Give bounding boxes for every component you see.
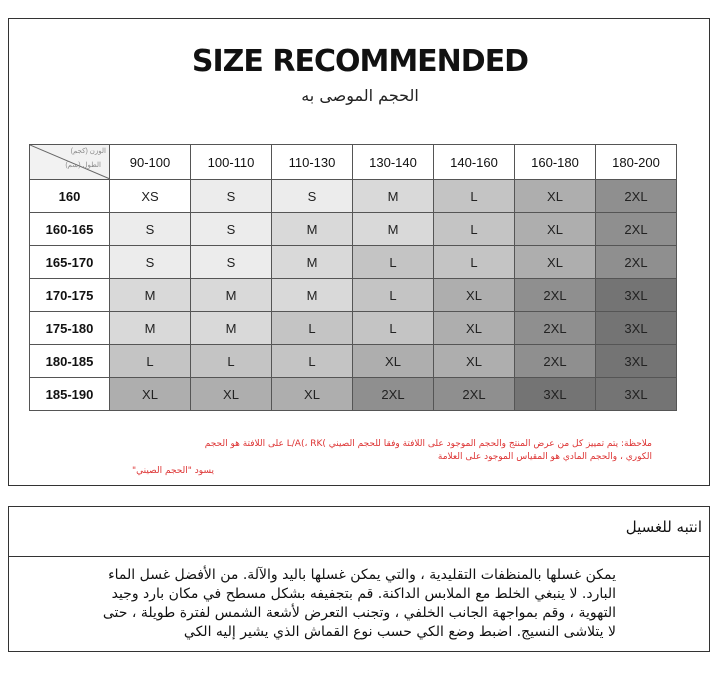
size-cell: 3XL — [596, 345, 677, 378]
size-cell: XL — [515, 180, 596, 213]
size-cell: S — [191, 246, 272, 279]
size-cell: XL — [272, 378, 353, 411]
wash-divider — [8, 556, 710, 557]
size-cell: XL — [434, 312, 515, 345]
table-row — [30, 378, 677, 411]
size-cell: L — [110, 345, 191, 378]
size-cell: L — [353, 246, 434, 279]
size-cell: M — [272, 246, 353, 279]
size-cell: XL — [515, 213, 596, 246]
page-subtitle: الحجم الموصى به — [301, 86, 419, 105]
table-row — [30, 213, 677, 246]
table-row — [30, 180, 677, 213]
height-header: 175-180 — [30, 312, 110, 345]
height-header: 160 — [30, 180, 110, 213]
size-cell: 2XL — [596, 246, 677, 279]
table-row — [30, 246, 677, 279]
height-header: 180-185 — [30, 345, 110, 378]
size-cell: M — [191, 312, 272, 345]
wash-instructions — [14, 566, 616, 642]
size-cell: S — [191, 213, 272, 246]
size-cell: L — [434, 246, 515, 279]
size-cell: L — [272, 312, 353, 345]
size-cell: XL — [434, 345, 515, 378]
size-table — [29, 144, 677, 411]
height-header: 160-165 — [30, 213, 110, 246]
size-cell: M — [353, 180, 434, 213]
size-cell: XS — [110, 180, 191, 213]
size-cell: L — [434, 213, 515, 246]
size-cell: XL — [353, 345, 434, 378]
corner-height-label: الطول (سم) — [65, 162, 101, 169]
table-row — [30, 345, 677, 378]
note-line-2: الكوري ، والحجم المادي هو المقياس الموجود على العلامة — [437, 452, 652, 462]
size-cell: S — [110, 246, 191, 279]
weight-header: 110-130 — [272, 145, 353, 180]
size-cell: 3XL — [596, 279, 677, 312]
size-cell: 2XL — [596, 180, 677, 213]
size-cell: 3XL — [596, 312, 677, 345]
size-cell: XL — [191, 378, 272, 411]
size-cell: L — [353, 312, 434, 345]
size-cell: 2XL — [515, 279, 596, 312]
weight-header: 180-200 — [596, 145, 677, 180]
height-header: 185-190 — [30, 378, 110, 411]
weight-header: 160-180 — [515, 145, 596, 180]
size-cell: M — [110, 312, 191, 345]
size-cell: M — [272, 213, 353, 246]
wash-title: انتبه للغسيل — [625, 518, 702, 536]
weight-header: 100-110 — [191, 145, 272, 180]
weight-header: 90-100 — [110, 145, 191, 180]
size-cell: M — [191, 279, 272, 312]
size-cell: 2XL — [515, 345, 596, 378]
size-cell: L — [353, 279, 434, 312]
size-cell: 2XL — [596, 213, 677, 246]
size-cell: L — [191, 345, 272, 378]
size-cell: 3XL — [515, 378, 596, 411]
wash-line: التهوية ، وقم بمواجهة الجانب الخلفي ، وتجنب التعرض لأشعة الشمس لفترة طويلة ، حتى — [102, 605, 616, 621]
wash-line: لا يتلاشى النسيج. اضبط وضع الكي حسب نوع القماش الذي يشير إليه الكي — [183, 624, 616, 640]
size-cell: 2XL — [434, 378, 515, 411]
height-header: 170-175 — [30, 279, 110, 312]
corner-cell — [30, 145, 110, 180]
size-cell: L — [272, 345, 353, 378]
size-cell: 3XL — [596, 378, 677, 411]
weight-header: 130-140 — [353, 145, 434, 180]
header-row — [30, 145, 677, 180]
table-row — [30, 279, 677, 312]
note-line-1: ملاحظة: يتم تمييز كل من عرض المنتج والحجم الموجود على اللافتة وفقا للحجم الصيني )L/A(، RK على اللافتة هو الحجم — [204, 439, 652, 449]
table-row — [30, 312, 677, 345]
size-cell: XL — [110, 378, 191, 411]
size-cell: M — [353, 213, 434, 246]
size-cell: S — [272, 180, 353, 213]
size-cell: L — [434, 180, 515, 213]
note-line-3: يسود "الحجم الصيني" — [131, 466, 214, 476]
size-cell: XL — [434, 279, 515, 312]
wash-line: يمكن غسلها بالمنظفات التقليدية ، والتي يمكن غسلها باليد والآلة. من الأفضل غسل الماء — [108, 567, 616, 583]
size-cell: M — [110, 279, 191, 312]
size-cell: M — [272, 279, 353, 312]
weight-header: 140-160 — [434, 145, 515, 180]
size-cell: S — [191, 180, 272, 213]
size-cell: S — [110, 213, 191, 246]
size-cell: 2XL — [353, 378, 434, 411]
page-title: SIZE RECOMMENDED — [191, 44, 529, 79]
corner-weight-label: الوزن (كجم) — [70, 148, 106, 155]
height-header: 165-170 — [30, 246, 110, 279]
size-cell: XL — [515, 246, 596, 279]
size-cell: 2XL — [515, 312, 596, 345]
wash-line: البارد. لا ينبغي الخلط مع الملابس الداكنة. قم بتجفيفه بشكل مسطح في مكان بارد وجيد — [111, 586, 616, 602]
